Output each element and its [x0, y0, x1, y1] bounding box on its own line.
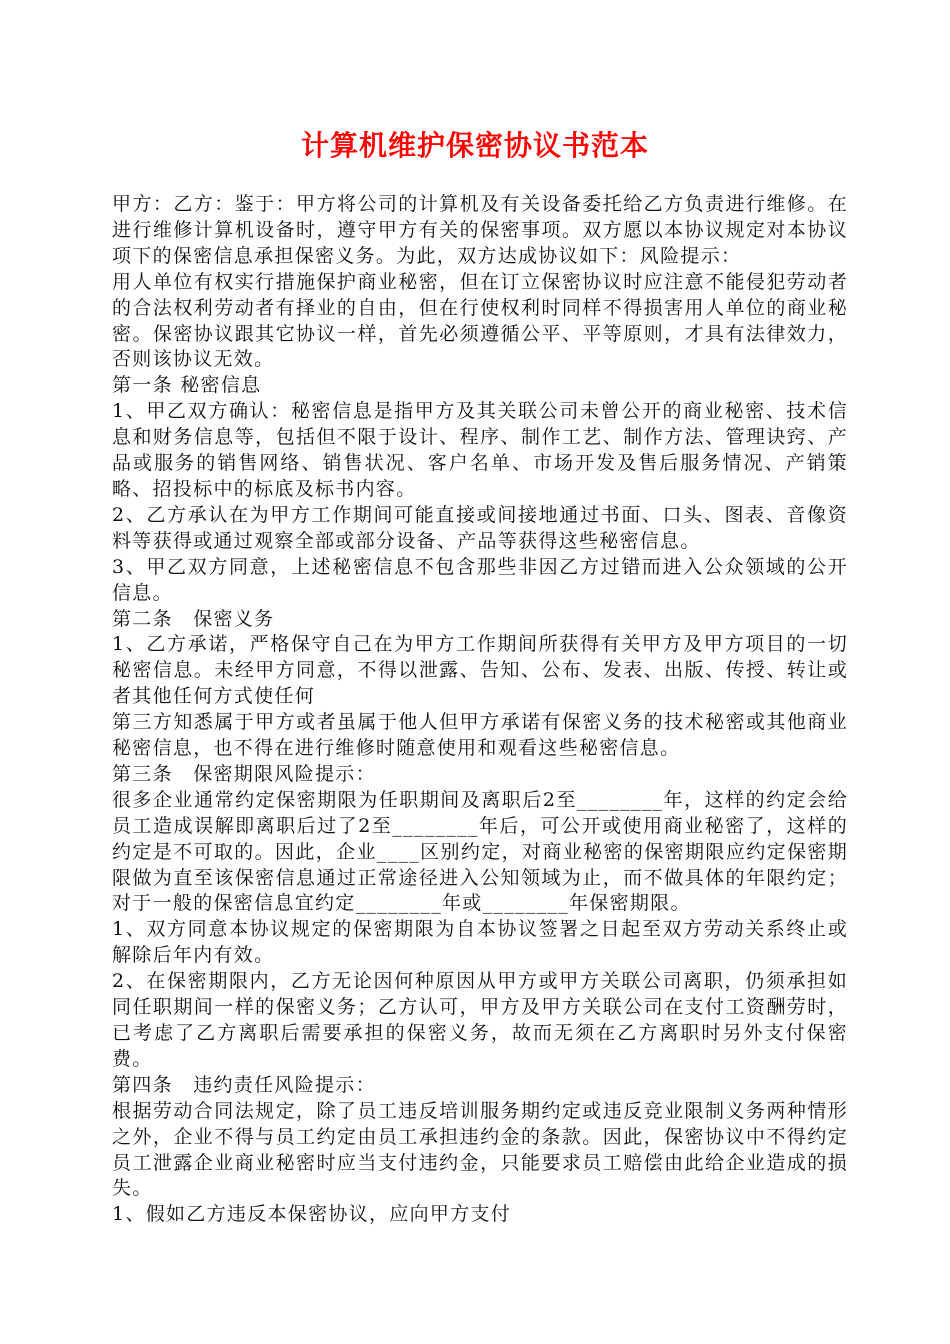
paragraph-article-3-item-1: 1、双方同意本协议规定的保密期限为自本协议签署之日起至双方劳动关系终止或解除后年内有效。: [112, 918, 848, 967]
paragraph-article-1-item-2: 2、乙方承认在为甲方工作期间可能直接或间接地通过书面、口头、图表、音像资料等获得或通过观察全部或部分设备、产品等获得这些秘密信息。: [112, 503, 848, 552]
paragraph-article-2-item-1: 1、乙方承诺，严格保守自己在为甲方工作期间所获得有关甲方及甲方项目的一切秘密信息。未经甲方同意，不得以泄露、告知、公布、发表、出版、传授、转让或者其他任何方式使任何: [112, 633, 848, 708]
document-title: 计算机维护保密协议书范本: [300, 129, 649, 162]
section-heading-article-2: 第二条 保密义务: [112, 607, 275, 630]
paragraph-risk-note-4: 根据劳动合同法规定，除了员工违反培训服务期约定或违反竞业限制义务两种情形之外，企业不得与员工约定由员工承担违约金的条款。因此，保密协议中不得约定员工泄露企业商业秘密时应当支付违约金，只能要求员工赔偿由此给企业造成的损失。: [112, 1099, 848, 1200]
paragraph-article-1-item-1: 1、甲乙双方确认：秘密信息是指甲方及其关联公司未曾公开的商业秘密、技术信息和财务信息等，包括但不限于设计、程序、制作工艺、制作方法、管理诀窍、产品或服务的销售网络、销售状况、客户名单、市场开发及售后服务情况、产销策略、招投标中的标底及标书内容。: [112, 400, 848, 500]
paragraph-preamble: 甲方：乙方：鉴于：甲方将公司的计算机及有关设备委托给乙方负责进行维修。在进行维修计算机设备时，遵守甲方有关的保密事项。双方愿以本协议规定对本协议项下的保密信息承担保密义务。为此，双方达成协议如下：风险提示：: [112, 193, 848, 267]
paragraph-article-4-item-1: 1、假如乙方违反本保密协议，应向甲方支付: [112, 1203, 512, 1226]
paragraph-article-1-item-3: 3、甲乙双方同意，上述秘密信息不包含那些非因乙方过错而进入公众领域的公开信息。: [112, 555, 848, 604]
paragraph-risk-note-3: 很多企业通常约定保密期限为任职期间及离职后2至________年，这样的约定会给员工造成误解即离职后过了2至________年后，可公开或使用商业秘密了，这样的约定是不可取的。因此，企业____区别约定，对商业秘密的保密期限应约定保密期限做为直至该保密信息通过正常途径进入公知领域为止，而不做具体的年限约定；对于一般的保密信息宜约定________年或________年保密期限。: [112, 788, 848, 915]
section-heading-article-3: 第三条 保密期限风险提示：: [112, 762, 376, 785]
paragraph-article-2-continued: 第三方知悉属于甲方或者虽属于他人但甲方承诺有保密义务的技术秘密或其他商业秘密信息，也不得在进行维修时随意使用和观看这些秘密信息。: [112, 711, 848, 760]
section-heading-article-4: 第四条 违约责任风险提示：: [112, 1073, 376, 1096]
paragraph-risk-note-1: 用人单位有权实行措施保护商业秘密，但在订立保密协议时应注意不能侵犯劳动者的合法权利劳动者有择业的自由，但在行使权利时同样不得损害用人单位的商业秘密。保密协议跟其它协议一样，首先必须遵循公平、平等原则，才具有法律效力，否则该协议无效。: [112, 270, 848, 371]
paragraph-article-3-item-2: 2、在保密期限内，乙方无论因何种原因从甲方或甲方关联公司离职，仍须承担如同任职期间一样的保密义务；乙方认可，甲方及甲方关联公司在支付工资酬劳时，已考虑了乙方离职后需要承担的保密义务，故而无须在乙方离职时另外支付保密费。: [112, 970, 848, 1070]
section-heading-article-1: 第一条 秘密信息: [112, 374, 262, 397]
document-body: [112, 192, 848, 1228]
